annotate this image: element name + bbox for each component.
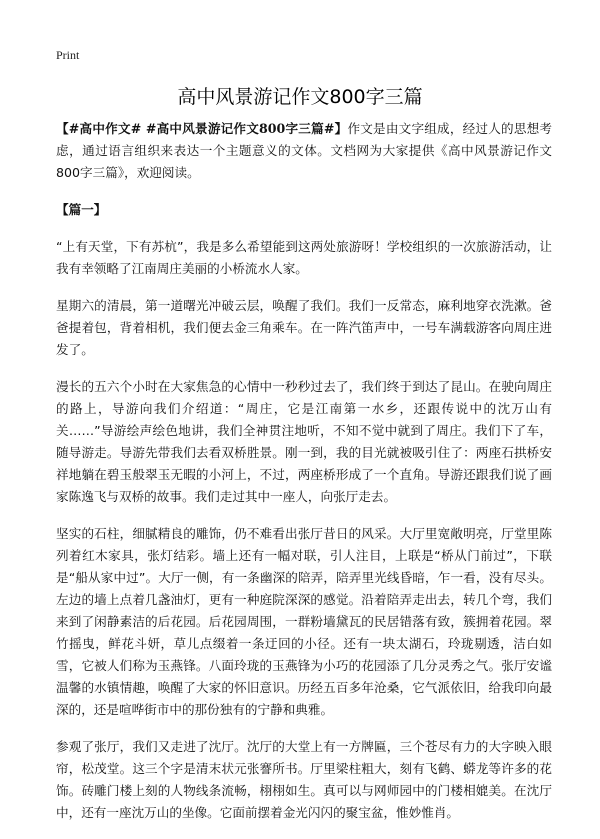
- article-body: [56, 118, 552, 839]
- print-link[interactable]: Print: [56, 48, 80, 62]
- intro-paragraph: [56, 118, 552, 184]
- intro-tag: 【#高中作文# #高中风景游记作文800字三篇#】: [56, 121, 348, 136]
- paragraph: 星期六的清晨，第一道曙光冲破云层，唤醒了我们。我们一反常态，麻利地穿衣洗漱。爸爸提着包，背着相机，我们便去金三角乘车。在一阵汽笛声中，一号车满载游客向周庄进发了。: [56, 298, 552, 357]
- paragraph: “上有天堂，下有苏杭”，我是多么希望能到这两处旅游呀！学校组织的一次旅游活动，让我有幸领略了江南周庄美丽的小桥流水人家。: [56, 239, 552, 276]
- paragraph: 坚实的石柱，细腻精良的雕饰，仍不难看出张厅昔日的风采。大厅里宽敞明亮，厅堂里陈列着红木家具，张灯结彩。墙上还有一幅对联，引人注目，上联是“桥从门前过”，下联是“船从家中过”。大厅一侧，有一条幽深的陪弄，陪弄里光线昏暗，乍一看，没有尽头。左边的墙上点着几盏油灯，更有一种庭院深深的感觉。沿着陪弄走出去，转几个弯，我们来到了闲静素洁的后花园。后花园周围，一群粉墙黛瓦的民居错落有致，簇拥着花园。翠竹摇曳，鲜花斗妍，草儿点缀着一条迂回的小径。还有一块太湖石，玲珑剔透，洁白如雪，它被人们称为玉燕锋。八面玲珑的玉燕锋为小巧的花园添了几分灵秀之气。张厅安谧温馨的水镇情趣，唤醒了大家的怀旧意识。历经五百多年沧桑，它气派依旧，给我印向最深的，还是喧哗街市中的那份独有的宁静和典雅。: [56, 526, 552, 717]
- paragraph: 参观了张厅，我们又走进了沈厅。沈厅的大堂上有一方牌匾，三个苍尽有力的大字映入眼帘，松茂堂。这三个字是清末状元张謇所书。厅里梁柱粗大，刻有飞鹤、蟒龙等许多的花饰。砖雕门楼上刻的人物线条流畅，栩栩如生。真可以与网师园中的门楼相媲美。在沈厅中，还有一座沈万山的坐像。它面前摆着金光闪闪的聚宝盆，惟妙惟肖。: [56, 739, 552, 820]
- paragraph: 漫长的五六个小时在大家焦急的心情中一秒秒过去了，我们终于到达了昆山。在驶向周庄的路上，导游向我们介绍道：“周庄，它是江南第一水乡，还跟传说中的沈万山有关……”导游绘声绘色地讲，我们全神贯注地听，不知不觉中就到了周庄。我们下了车，随导游走。导游先带我们去看双桥胜景。刚一到，我的目光就被吸引住了：两座石拱桥安祥地躺在碧玉般翠玉无暇的小河上，不过，两座桥形成了一个直角。导游还跟我们说了画家陈逸飞与双桥的故事。我们走过其中一座人，向张厅走去。: [56, 379, 552, 504]
- page-title: 高中风景游记作文800字三篇: [177, 86, 423, 108]
- intro-text: 作文是由文字组成，经过人的思想考虑，通过语言组织来表达一个主题意义的文体。文档网为大家提供《高中风景游记作文800字三篇》，欢迎阅读。: [56, 121, 552, 180]
- section-heading: 【篇一】: [56, 202, 107, 217]
